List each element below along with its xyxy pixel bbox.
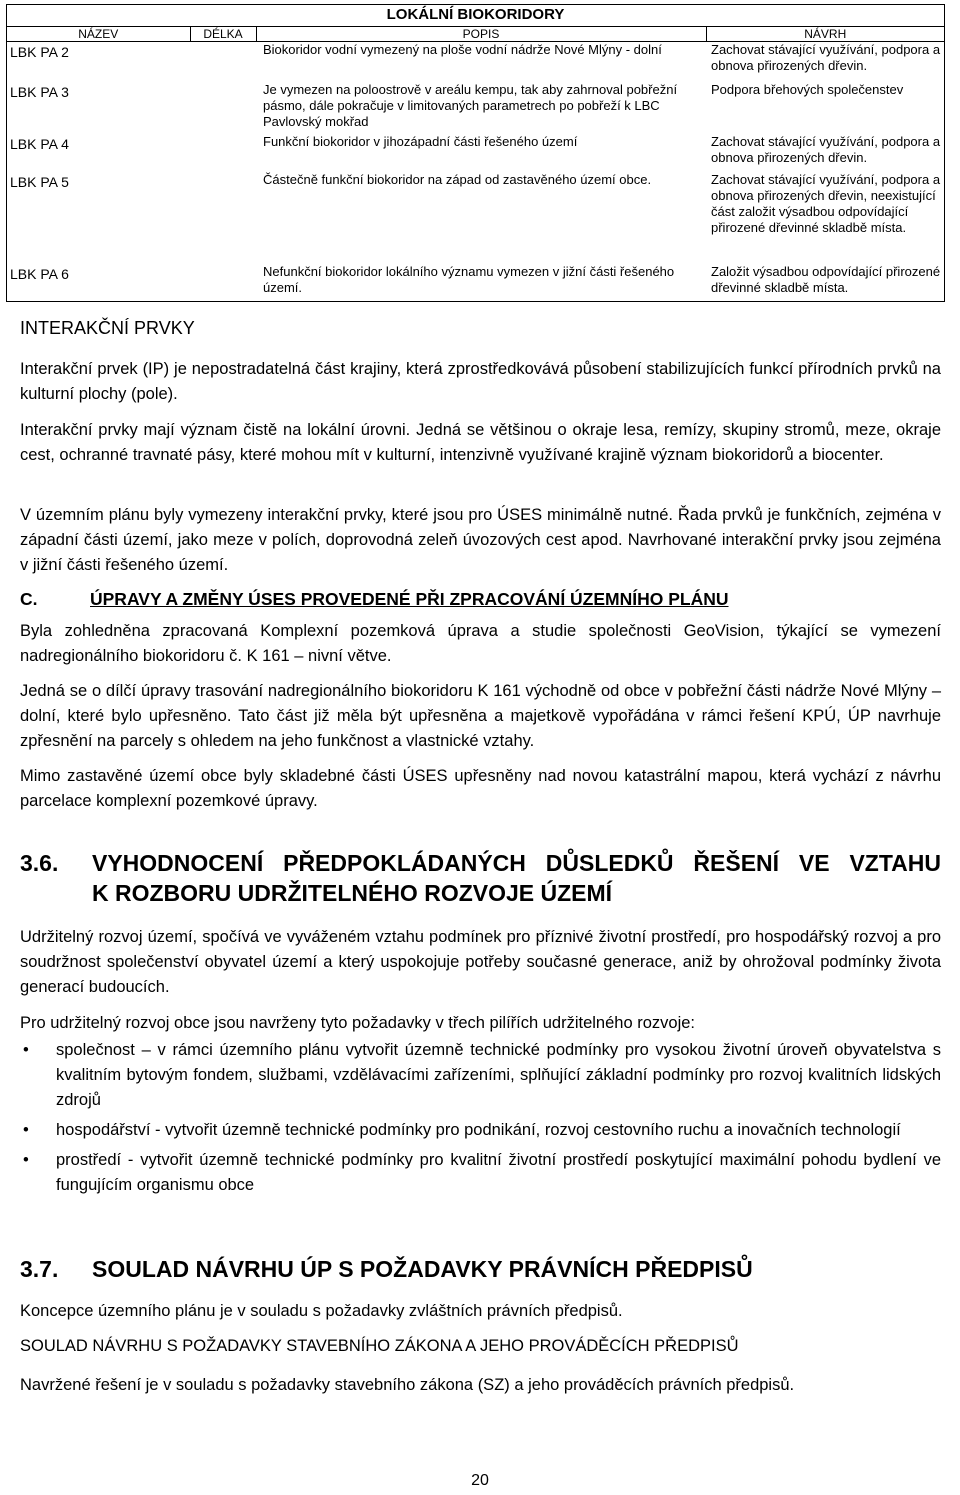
page-number: 20 [471, 1472, 489, 1489]
paragraph: Byla zohledněna zpracovaná Komplexní pozemková úprava a studie společnosti GeoVision, týkající se vymezení nadregionálního biokoridoru č. K 161 – nivní větve. [20, 622, 941, 665]
column-header-proposal: NÁVRH [706, 27, 945, 42]
bullet-icon: • [23, 1041, 29, 1059]
interactive-elements-heading: INTERAKČNÍ PRVKY [20, 318, 195, 338]
row-name: LBK PA 2 [7, 42, 191, 82]
bullet-icon: • [23, 1121, 29, 1139]
row-description: Nefunkční biokoridor lokálního významu vymezen v jižní části řešeného území. [256, 264, 706, 302]
list-item [20, 1148, 941, 1198]
section-3-7-number: 3.7. [20, 1256, 59, 1282]
requirements-list [20, 1038, 941, 1203]
paragraph: Mimo zastavěné území obce byly skladebné části ÚSES upřesněny nad novou katastrální mapou, která vychází z návrhu parcelace komplexní pozemkové úpravy. [20, 767, 941, 810]
list-item-text: prostředí - vytvořit územně technické podmínky pro kvalitní životní prostředí poskytující maximální pohodu bydlení ve fungujícím organismu obce [56, 1151, 941, 1194]
table-row [7, 42, 945, 82]
list-item-text: hospodářství - vytvořit územně technické podmínky pro podnikání, rozvoj cestovního ruchu a inovačních technologií [56, 1121, 901, 1139]
paragraph: Interakční prvky mají význam čistě na lokální úrovni. Jedná se většinou o okraje lesa, remízy, skupiny stromů, meze, okraje cest, ochranné travnaté pásy, které mohou mít v kulturní, intenzivně využívané krajině význam biokoridorů a biocenter. [20, 421, 941, 464]
row-name: LBK PA 5 [7, 172, 191, 264]
row-description: Biokoridor vodní vymezený na ploše vodní nádrže Nové Mlýny - dolní [256, 42, 706, 82]
row-proposal: Založit výsadbou odpovídající přirozené dřevinné skladbě místa. [706, 264, 945, 302]
table-row [7, 134, 945, 172]
column-header-length: DÉLKA [190, 27, 256, 42]
section-3-6-title-line1: VYHODNOCENÍ PŘEDPOKLÁDANÝCH DŮSLEDKŮ ŘEŠENÍ VE VZTAHU [92, 850, 941, 876]
section-3-7-title: SOULAD NÁVRHU ÚP S POŽADAVKY PRÁVNÍCH PŘEDPISŮ [92, 1256, 753, 1282]
list-item-text: společnost – v rámci územního plánu vytvořit územně technické podmínky pro vysokou životní úroveň obyvatelstva s kvalitním bytovým fondem, službami, vzdělávacími zařízeními, splňující základní podmínky pro rozvoj kvalitních lidských zdrojů [56, 1041, 941, 1109]
paragraph: Jedná se o dílčí úpravy trasování nadregionálního biokoridoru K 161 východně od obce v pobřežní části nádrže Nové Mlýny – dolní, které bylo upřesněno. Tato část již měla být upřesněna a majetkově vypořádána v rámci řešení KPÚ, ÚP navrhuje zpřesnění na parcely s ohledem na jeho funkčnost a vlastnické vztahy. [20, 682, 941, 750]
row-description: Částečně funkční biokoridor na západ od zastavěného území obce. [263, 171, 652, 187]
row-proposal: Zachovat stávající využívání, podpora a obnova přirozených dřevin. [706, 42, 945, 82]
paragraph: Navržené řešení je v souladu s požadavky stavebního zákona (SZ) a jeho prováděcích právních předpisů. [20, 1376, 795, 1394]
row-name: LBK PA 4 [7, 134, 191, 172]
table-header-row [7, 27, 945, 42]
paragraph: V územním plánu byly vymezeny interakční prvky, které jsou pro ÚSES minimálně nutné. Řada prvků je funkčních, zejména v západní části území, jako meze v polích, doprovodná zeleň úvozových cest apod. Navrhované interakční prvky jsou zejména v jižní části řešeného území. [20, 506, 941, 574]
table-row [7, 82, 945, 134]
section-c-title: ÚPRAVY A ZMĚNY ÚSES PROVEDENÉ PŘI ZPRACOVÁNÍ ÚZEMNÍHO PLÁNU [90, 589, 729, 609]
bullet-icon: • [23, 1151, 29, 1169]
row-length [190, 42, 256, 82]
row-name: LBK PA 3 [7, 82, 191, 134]
row-proposal: Podpora břehových společenstev [706, 82, 945, 134]
row-proposal: Zachovat stávající využívání, podpora a obnova přirozených dřevin. [706, 134, 945, 172]
table-title: LOKÁLNÍ BIOKORIDORY [7, 5, 945, 27]
table-row [7, 264, 945, 302]
row-length [190, 172, 256, 264]
section-3-6-title-line2: K ROZBORU UDRŽITELNÉHO ROZVOJE ÚZEMÍ [92, 880, 613, 906]
list-item [20, 1038, 941, 1113]
row-length [190, 264, 256, 302]
column-header-description: POPIS [256, 27, 706, 42]
section-c-number: C. [20, 589, 38, 609]
list-item [20, 1118, 941, 1143]
row-length [190, 134, 256, 172]
section-3-7-heading [20, 1254, 941, 1284]
table-row [7, 172, 945, 264]
section-c-heading [20, 589, 729, 610]
section-3-6-heading [20, 848, 941, 908]
row-proposal: Zachovat stávající využívání, podpora a obnova přirozených dřevin, neexistující část založit výsadbou odpovídající přirozené dřevinné skladbě místa. [706, 172, 945, 264]
paragraph: Interakční prvek (IP) je nepostradatelná část krajiny, která zprostředkovává působení stabilizujících funkcí přírodních prvků na kulturní plochy (pole). [20, 360, 941, 403]
row-name: LBK PA 6 [7, 264, 191, 302]
paragraph: SOULAD NÁVRHU S POŽADAVKY STAVEBNÍHO ZÁKONA A JEHO PROVÁDĚCÍCH PŘEDPISŮ [20, 1337, 739, 1355]
row-description: Funkční biokoridor v jihozápadní části řešeného území [263, 133, 578, 149]
row-length [190, 82, 256, 134]
row-description: Je vymezen na poloostrově v areálu kempu, tak aby zahrnoval pobřežní pásmo, dále pokračuje v limitovaných parametrech po pobřeží k LBC Pavlovský mokřad [263, 81, 678, 129]
paragraph: Pro udržitelný rozvoj obce jsou navrženy tyto požadavky v třech pilířích udržitelného rozvoje: [20, 1014, 695, 1032]
column-header-name: NÁZEV [7, 27, 191, 42]
paragraph: Koncepce územního plánu je v souladu s požadavky zvláštních právních předpisů. [20, 1302, 623, 1320]
biocorridor-table [6, 4, 945, 302]
section-3-6-number: 3.6. [20, 850, 59, 876]
paragraph: Udržitelný rozvoj území, spočívá ve vyváženém vztahu podmínek pro příznivé životní prostředí, pro hospodářský rozvoj a pro soudržnost společenství obyvatel území a který uspokojuje potřeby současné generace, aniž by ohrožoval podmínky života generací budoucích. [20, 928, 941, 996]
